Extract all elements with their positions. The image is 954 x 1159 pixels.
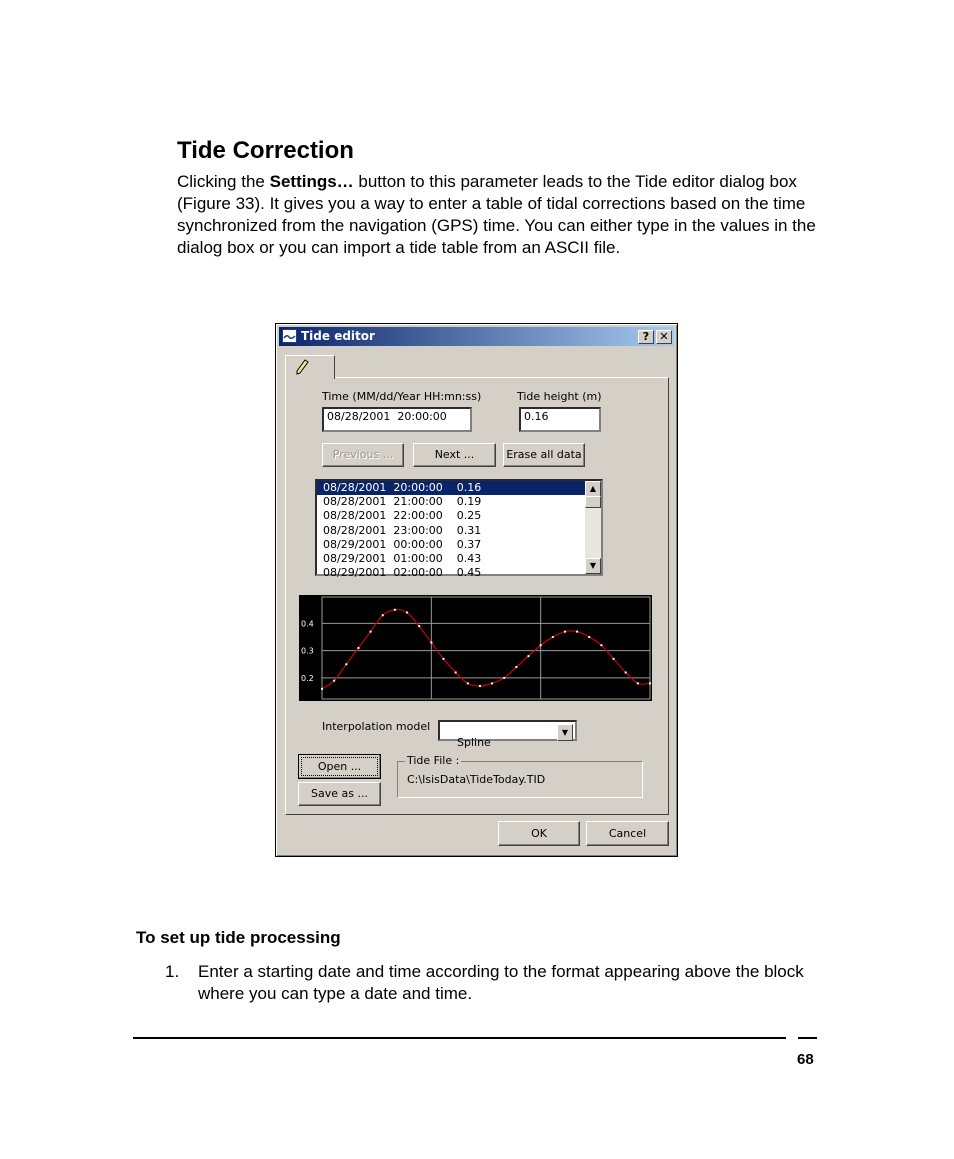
time-input[interactable]: 08/28/2001 20:00:00 [322,407,472,432]
data-point [442,658,444,660]
app-icon [282,329,297,343]
data-point [649,682,651,684]
data-point [515,666,517,668]
tide-data-list[interactable] [315,479,603,580]
dialog-title: Tide editor [301,329,375,343]
data-point [382,614,384,616]
time-label: Time (MM/dd/Year HH:mn:ss) [322,390,482,403]
data-point [345,663,347,665]
ok-button[interactable]: OK [498,821,580,846]
list-item[interactable]: 08/28/2001 22:00:00 0.25 [323,509,482,523]
tide-file-label: Tide File : [407,754,460,767]
erase-all-button[interactable]: Erase all data [503,443,585,467]
help-button[interactable]: ? [638,330,654,344]
next-button[interactable]: Next ... [413,443,496,467]
interpolation-value: Spline [457,736,491,749]
scroll-down-button[interactable]: ▼ [585,558,601,574]
data-point [479,685,481,687]
data-point [321,688,323,690]
data-point [588,636,590,638]
data-point [552,636,554,638]
tide-chart-svg [299,595,652,701]
save-as-button[interactable]: Save as ... [298,782,381,806]
list-item[interactable]: 08/29/2001 00:00:00 0.37 [323,537,482,551]
y-tick-label: 0.4 [301,619,314,629]
data-point [637,682,639,684]
tide-height-input[interactable]: 0.16 [519,407,601,432]
scroll-up-button[interactable]: ▲ [585,481,601,497]
data-point [600,644,602,646]
data-point [540,644,542,646]
intro-paragraph: Clicking the Settings… button to this parameter leads to the Tide editor dialog box (Figure 33). It gives you a way to enter a table of tidal corrections based on the time synchronized from the navigation (GPS) time. You can either type in the values in the dialog box or you can import a tide table from an ASCII file. [177,172,816,257]
interpolation-select[interactable] [438,720,577,749]
section-heading: Tide Correction [177,137,354,164]
step-text: Enter a starting date and time according to the format appearing above the block where you can type a date and time. [198,962,804,1003]
data-point [333,680,335,682]
data-point [576,631,578,633]
data-point [491,682,493,684]
footer-rule-short [798,1037,817,1039]
open-button[interactable]: Open ... [298,754,381,779]
y-tick-label: 0.2 [301,673,314,683]
data-point [394,609,396,611]
data-point [564,631,566,633]
interpolation-label: Interpolation model [322,720,431,733]
pencil-icon [295,359,309,378]
procedure-heading: To set up tide processing [136,928,341,947]
data-point [503,677,505,679]
data-point [370,631,372,633]
list-item[interactable]: 08/29/2001 02:00:00 0.45 [323,566,482,580]
data-point [625,671,627,673]
tide-chart [299,595,652,701]
data-point [613,658,615,660]
list-item[interactable]: 08/28/2001 21:00:00 0.19 [323,495,482,509]
list-scrollbar[interactable] [585,481,601,574]
tide-height-label: Tide height (m) [517,390,602,403]
list-item[interactable]: 08/29/2001 01:00:00 0.43 [323,551,482,565]
tide-editor-dialog [275,323,678,857]
tab-edit[interactable] [285,355,335,379]
data-point [430,642,432,644]
cancel-button[interactable]: Cancel [586,821,669,846]
data-point [406,612,408,614]
page-number: 68 [797,1051,814,1068]
data-point [357,647,359,649]
data-point [467,682,469,684]
data-point [418,625,420,627]
list-item[interactable]: 08/28/2001 23:00:00 0.31 [323,523,482,537]
chevron-down-icon[interactable]: ▼ [557,724,573,741]
data-point [455,671,457,673]
step-number: 1. [165,962,180,981]
scroll-thumb[interactable] [585,496,601,508]
list-item[interactable]: 08/28/2001 20:00:00 0.16 [317,481,601,495]
data-point [528,655,530,657]
title-bar[interactable] [279,327,674,346]
previous-button[interactable]: Previous ... [322,443,404,467]
close-button[interactable]: ✕ [656,330,672,344]
footer-rule [133,1037,786,1039]
y-tick-label: 0.3 [301,646,314,656]
plot-background [299,595,652,701]
tide-file-path: C:\IsisData\TideToday.TID [407,773,546,786]
